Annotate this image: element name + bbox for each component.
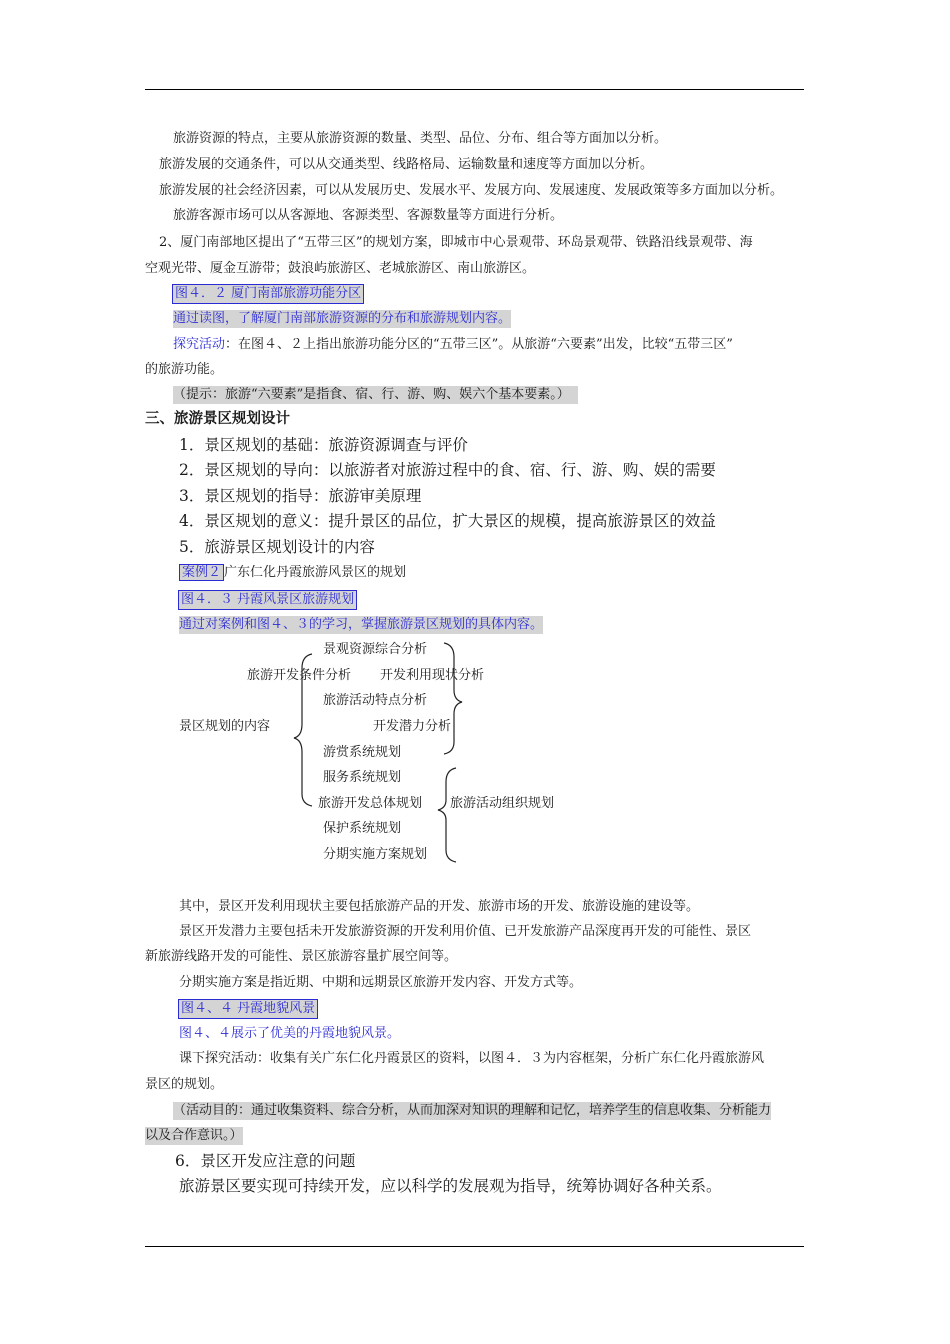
diagram-item-activity-features: 旅游活动特点分析 xyxy=(323,693,428,708)
figure-4-4-note: 图４、４展示了优美的丹霞地貌风景。 xyxy=(179,1026,401,1041)
footer-rule xyxy=(145,1246,804,1247)
item-5: 5．旅游景区规划设计的内容 xyxy=(179,538,375,556)
figure-4-2-note: 通过读图，了解厦门南部旅游资源的分布和旅游规划内容。 xyxy=(173,311,512,326)
purpose-line-b: 以及合作意识。） xyxy=(145,1128,243,1143)
paragraph-resource-features: 旅游资源的特点，主要从旅游资源的数量、类型、品位、分布、组合等方面加以分析。 xyxy=(173,131,668,146)
paragraph-potential-b: 新旅游线路开发的可能性、景区旅游容量扩展空间等。 xyxy=(145,949,458,964)
diagram-item-development-conditions: 旅游开发条件分析 xyxy=(247,668,352,683)
paragraph-phased: 分期实施方案是指近期、中期和远期景区旅游开发内容、开发方式等。 xyxy=(179,975,583,990)
diagram-root: 景区规划的内容 xyxy=(179,719,271,734)
figure-4-2-caption: 图４．２ 厦门南部旅游功能分区 xyxy=(172,284,364,304)
case-2-label: 案例２ xyxy=(179,564,224,581)
item-6: 6．景区开发应注意的问题 xyxy=(175,1152,356,1170)
hint-six-elements: （提示：旅游“六要素”是指食、宿、行、游、购、娱六个基本要素。） xyxy=(173,386,578,404)
diagram-item-activity-organization: 旅游活动组织规划 xyxy=(450,796,555,811)
diagram-item-sightseeing-system: 游赏系统规划 xyxy=(323,745,402,760)
paragraph-potential-a: 景区开发潜力主要包括未开发旅游资源的开发利用价值、已开发旅游产品深度再开发的可能性、景区 xyxy=(179,924,752,939)
case-2-title: 广东仁化丹霞旅游风景区的规划 xyxy=(224,565,407,580)
paragraph-source-market: 旅游客源市场可以从客源地、客源类型、客源数量等方面进行分析。 xyxy=(173,208,564,223)
figure-4-3-note: 通过对案例和图４、３的学习，掌握旅游景区规划的具体内容。 xyxy=(179,617,544,632)
diagram-item-landscape-analysis: 景观资源综合分析 xyxy=(323,642,428,657)
diagram-item-development-potential: 开发潜力分析 xyxy=(373,719,452,734)
diagram-item-service-system: 服务系统规划 xyxy=(323,770,402,785)
right-analysis-brace xyxy=(444,643,462,754)
item-3: 3．景区规划的指导：旅游审美原理 xyxy=(179,487,422,505)
figure-4-4-caption: 图４、４ 丹霞地貌风景 xyxy=(178,999,318,1019)
left-main-brace xyxy=(294,654,312,806)
item-2: 2．景区规划的导向：以旅游者对旅游过程中的食、宿、行、游、购、娱的需要 xyxy=(179,461,716,479)
homework-line-a: 课下探究活动：收集有关广东仁化丹霞景区的资料，以图４．３为内容框架，分析广东仁化丹霞旅游风 xyxy=(179,1051,765,1066)
paragraph-xiamen-a: 2、厦门南部地区提出了“五带三区”的规划方案，即城市中心景观带、环岛景观带、铁路沿线景观带、海 xyxy=(159,235,753,250)
diagram-item-phased-plan: 分期实施方案规划 xyxy=(323,847,428,862)
explore-label: 探究活动 xyxy=(173,337,226,352)
section-3-heading: 三、旅游景区规划设计 xyxy=(145,411,290,427)
diagram-item-current-status: 开发利用现状分析 xyxy=(380,668,485,683)
diagram-item-protection-system: 保护系统规划 xyxy=(323,821,402,836)
figure-4-3-caption: 图４．３ 丹霞风景区旅游规划 xyxy=(178,590,357,610)
purpose-line-a: （活动目的：通过收集资料、综合分析，从而加深对知识的理解和记忆，培养学生的信息收集、分析能力 xyxy=(173,1103,772,1118)
item-4: 4．景区规划的意义：提升景区的品位，扩大景区的规模，提高旅游景区的效益 xyxy=(179,512,716,530)
paragraph-socioeconomic: 旅游发展的社会经济因素，可以从发展历史、发展水平、发展方向、发展速度、发展政策等多方面加以分析。 xyxy=(159,183,784,198)
diagram-item-overall-plan: 旅游开发总体规划 xyxy=(318,796,423,811)
paragraph-current-status: 其中，景区开发利用现状主要包括旅游产品的开发、旅游市场的开发、旅游设施的建设等。 xyxy=(179,899,700,914)
paragraph-transport: 旅游发展的交通条件，可以从交通类型、线路格局、运输数量和速度等方面加以分析。 xyxy=(159,157,654,172)
explore-text: ：在图４、２上指出旅游功能分区的“五带三区”。从旅游“六要素”出发，比较“五带三区” xyxy=(225,337,733,352)
paragraph-xiamen-b: 空观光带、厦金互游带；鼓浪屿旅游区、老城旅游区、南山旅游区。 xyxy=(145,261,536,276)
item-1: 1．景区规划的基础：旅游资源调查与评价 xyxy=(179,436,468,454)
explore-activity-line-b: 的旅游功能。 xyxy=(145,362,224,377)
item-6-text: 旅游景区要实现可持续开发，应以科学的发展观为指导，统筹协调好各种关系。 xyxy=(179,1177,722,1195)
homework-line-b: 景区的规划。 xyxy=(145,1077,224,1092)
right-planning-brace xyxy=(438,768,456,862)
